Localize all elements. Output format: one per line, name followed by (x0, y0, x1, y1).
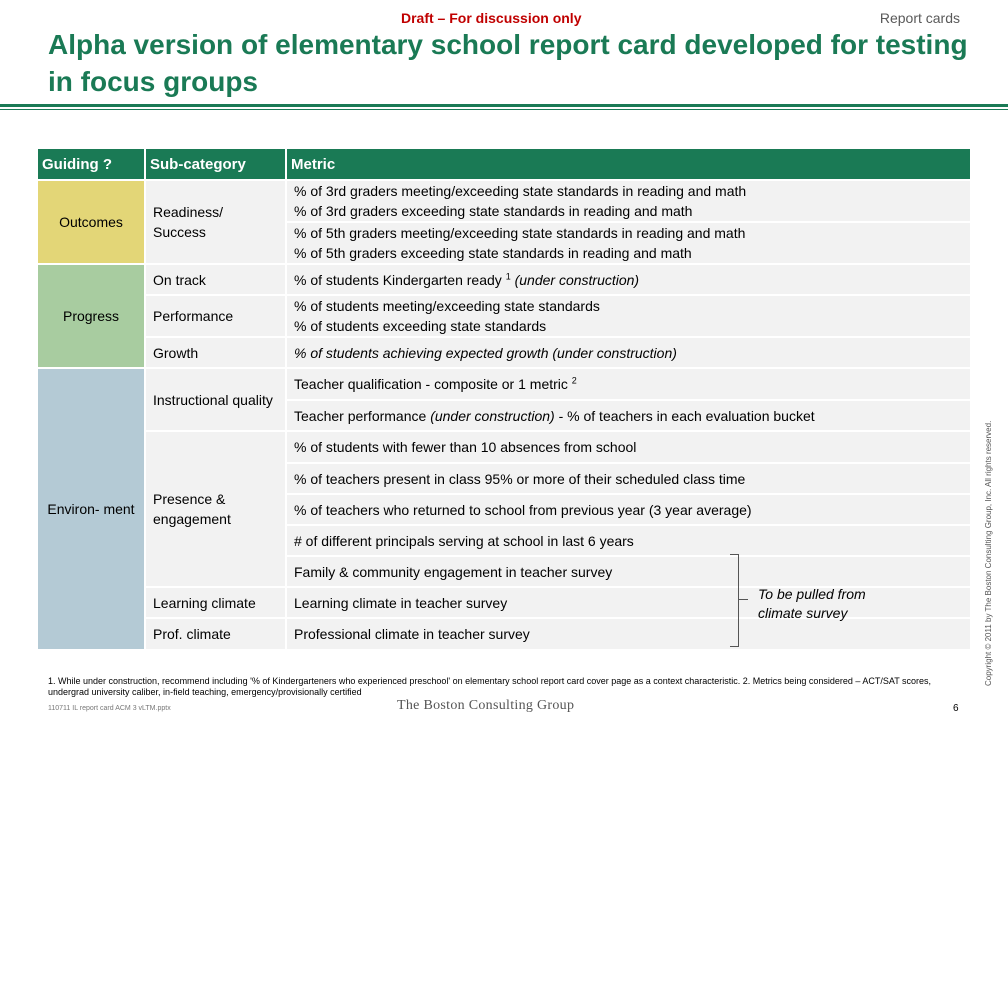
title-divider (0, 104, 1008, 110)
footnote-ref-1: 1 (505, 270, 511, 281)
metric-exceeding-standards: % of students exceeding state standards (294, 318, 547, 334)
metric-kindergarten-ready: % of students Kindergarten ready (294, 271, 502, 288)
subcat-presence-engagement: Presence & engagement (145, 431, 286, 587)
under-construction-note: (under construction) (514, 271, 640, 288)
bracket-tick (738, 599, 748, 600)
metric-family-engagement: Family & community engagement in teacher survey (286, 556, 970, 587)
metric-teachers-returned: % of teachers who returned to school from previous year (3 year average) (286, 494, 970, 525)
column-header-guiding: Guiding ? (38, 149, 145, 180)
subcat-performance: Performance (145, 295, 286, 337)
page-number: 6 (953, 703, 959, 714)
column-header-subcategory: Sub-category (145, 149, 286, 180)
climate-survey-callout: To be pulled from climate survey (758, 586, 866, 621)
copyright-notice (984, 420, 996, 996)
table-header-row (38, 149, 970, 180)
metric-cell (286, 368, 970, 400)
metric-evaluation-bucket: - % of teachers in each evaluation bucket (558, 407, 815, 424)
footnote: 1. While under construction, recommend including '% of Kindergarteners who experienced preschool' on elementary school report card cover page as a context characteristic. 2. Metrics being considered – ACT/SAT scores, undergrad university caliber, in-field teaching, emergency/provisionally certified (48, 676, 932, 697)
table-row (38, 180, 970, 222)
under-construction-note: (under construction) (430, 407, 555, 424)
table-row (38, 264, 970, 295)
draft-label: Draft – For discussion only (401, 10, 582, 26)
metric-cell (286, 264, 970, 295)
metric-3rd-meeting: % of 3rd graders meeting/exceeding state standards in reading and math (294, 183, 747, 199)
metric-teacher-performance: Teacher performance (294, 407, 427, 424)
metric-cell (286, 180, 970, 222)
metric-teacher-qualification: Teacher qualification - composite or 1 metric (294, 376, 568, 392)
guide-outcomes: Outcomes (38, 180, 145, 264)
under-construction-note: (under construction) (552, 344, 677, 361)
metric-teachers-present: % of teachers present in class 95% or more of their scheduled class time (286, 463, 970, 494)
metric-cell (286, 337, 970, 368)
metric-expected-growth: % of students achieving expected growth (294, 344, 549, 361)
metric-3rd-exceeding: % of 3rd graders exceeding state standards in reading and math (294, 203, 693, 219)
table-row (38, 295, 970, 337)
copyright-text: Copyright © 2011 by The Boston Consulting Group, Inc. All rights reserved. (984, 420, 993, 686)
table-row (38, 337, 970, 368)
metric-5th-exceeding: % of 5th graders exceeding state standards in reading and math (294, 245, 692, 261)
metric-cell (286, 400, 970, 431)
file-name: 110711 IL report card ACM 3 vLTM.pptx (48, 705, 171, 712)
metric-principals: # of different principals serving at school in last 6 years (286, 525, 970, 556)
table-row (38, 368, 970, 400)
footnote-ref-2: 2 (571, 375, 577, 386)
subcat-readiness: Readiness/ Success (145, 180, 286, 264)
table-row (38, 431, 970, 463)
metric-cell (286, 295, 970, 337)
bcg-logo: The Boston Consulting Group (397, 698, 575, 713)
subcat-learning-climate: Learning climate (145, 587, 286, 618)
metric-meeting-standards: % of students meeting/exceeding state standards (294, 298, 600, 314)
subcat-growth: Growth (145, 337, 286, 368)
page-title: Alpha version of elementary school report card developed for testing in focus groups (48, 29, 968, 97)
metric-prof-climate: Professional climate in teacher survey (286, 618, 970, 649)
metric-5th-meeting: % of 5th graders meeting/exceeding state standards in reading and math (294, 225, 746, 241)
climate-survey-bracket (730, 554, 739, 647)
report-card-table (38, 149, 970, 649)
subcat-prof-climate: Prof. climate (145, 618, 286, 649)
guide-progress: Progress (38, 264, 145, 368)
metric-learning-climate: Learning climate in teacher survey (286, 587, 970, 618)
section-label: Report cards (879, 10, 960, 26)
subcat-instructional-quality: Instructional quality (145, 368, 286, 431)
metric-cell (286, 222, 970, 264)
metric-absences: % of students with fewer than 10 absences from school (286, 431, 970, 463)
subcat-on-track: On track (145, 264, 286, 295)
column-header-metric: Metric (286, 149, 970, 180)
guide-environment: Environ- ment (38, 368, 145, 649)
